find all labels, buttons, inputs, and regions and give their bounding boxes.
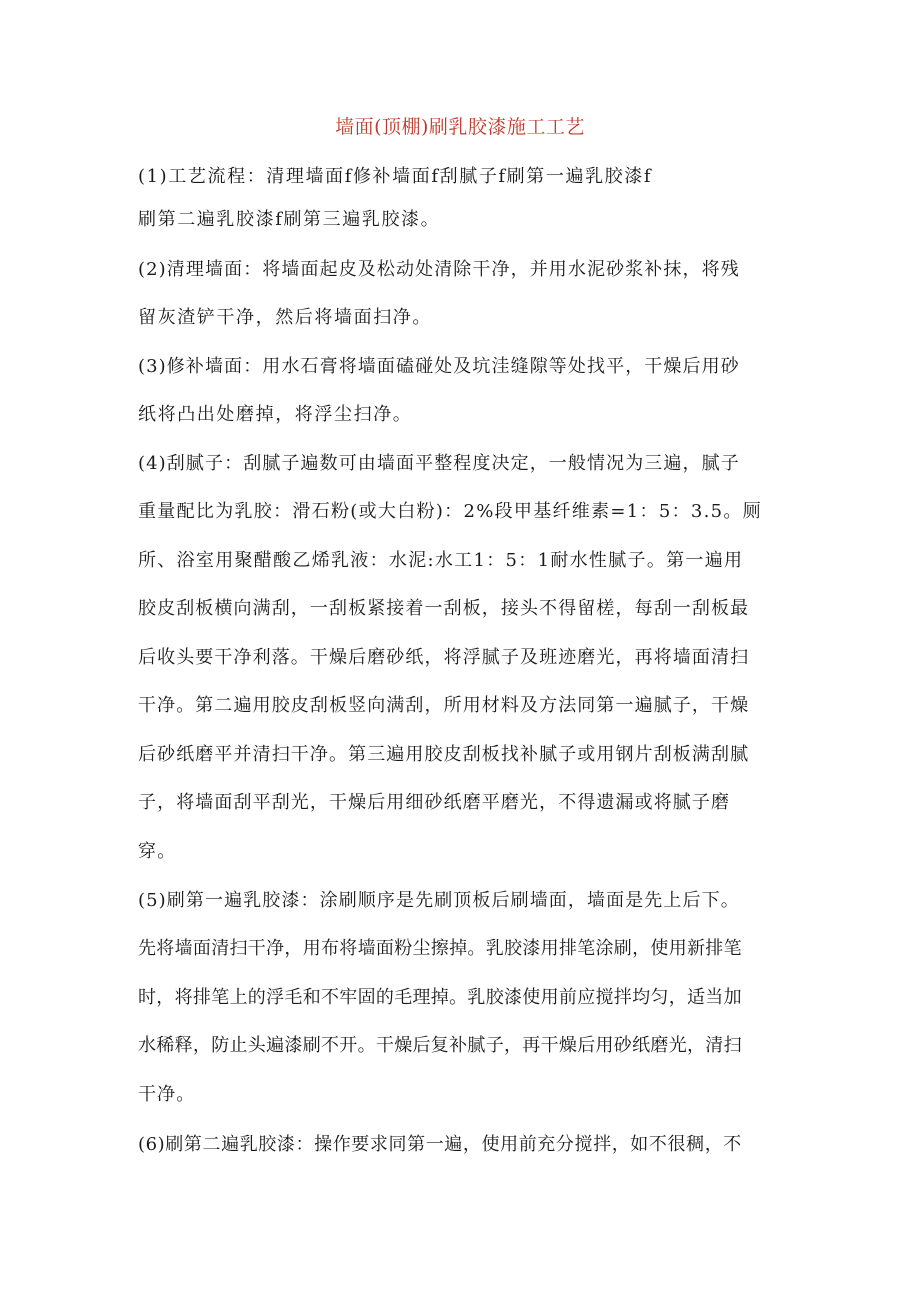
text-line: 水稀释，防止头遍漆刷不开。干燥后复补腻子，再干燥后用砂纸磨光，清扫 (138, 1035, 742, 1056)
text-line: 先将墙面清扫干净，用布将墙面粉尘擦掉。乳胶漆用排笔涂刷，使用新排笔 (138, 938, 742, 959)
text-line: (3)修补墙面：用水石膏将墙面磕碰处及坑洼缝隙等处找平，干燥后用砂 (138, 356, 740, 377)
text-line: 时，将排笔上的浮毛和不牢固的毛理掉。乳胶漆使用前应搅拌均匀，适当加 (138, 987, 742, 1008)
text-line: 所、浴室用聚醋酸乙烯乳液：水泥:水工1：5：1耐水性腻子。第一遍用 (138, 550, 744, 571)
text-line: 留灰渣铲干净，然后将墙面扫净。 (138, 307, 432, 328)
text-line: (1)工艺流程：清理墙面f修补墙面f刮腻子f刷第一遍乳胶漆f (138, 166, 653, 187)
text-line: 后砂纸磨平并清扫干净。第三遍用胶皮刮板找补腻子或用钢片刮板满刮腻 (138, 744, 750, 765)
text-line: 胶皮刮板横向满刮，一刮板紧接着一刮板，接头不得留槎，每刮一刮板最 (138, 598, 750, 619)
text-line: (4)刮腻子：刮腻子遍数可由墙面平整程度决定，一般情况为三遍，腻子 (138, 453, 740, 474)
text-line: (6)刷第二遍乳胶漆：操作要求同第一遍，使用前充分搅拌，如不很稠，不 (138, 1134, 742, 1155)
text-line: 后收头要干净利落。干燥后磨砂纸，将浮腻子及班迹磨光，再将墙面清扫 (138, 647, 750, 668)
text-line: 刷第二遍乳胶漆f刷第三遍乳胶漆。 (138, 209, 441, 230)
text-line: 干净。第二遍用胶皮刮板竖向满刮，所用材料及方法同第一遍腻子，干燥 (138, 695, 750, 716)
text-line: 穿。 (138, 841, 177, 862)
text-line: 重量配比为乳胶：滑石粉(或大白粉)：2%段甲基纤维素=1：5：3.5。厕 (138, 501, 763, 522)
text-line: (5)刷第一遍乳胶漆：涂刷顺序是先刷顶板后刷墙面，墙面是先上后下。 (138, 890, 740, 911)
text-line: 纸将凸出处磨掉，将浮尘扫净。 (138, 404, 413, 425)
text-line: 干净。 (138, 1084, 196, 1105)
text-line: (2)清理墙面：将墙面起皮及松动处清除干净，并用水泥砂浆补抹，将残 (138, 259, 740, 280)
document-title: 墙面(顶棚)刷乳胶漆施工工艺 (335, 116, 585, 138)
text-line: 子，将墙面刮平刮光，干燥后用细砂纸磨平磨光，不得遗漏或将腻子磨 (138, 792, 731, 813)
